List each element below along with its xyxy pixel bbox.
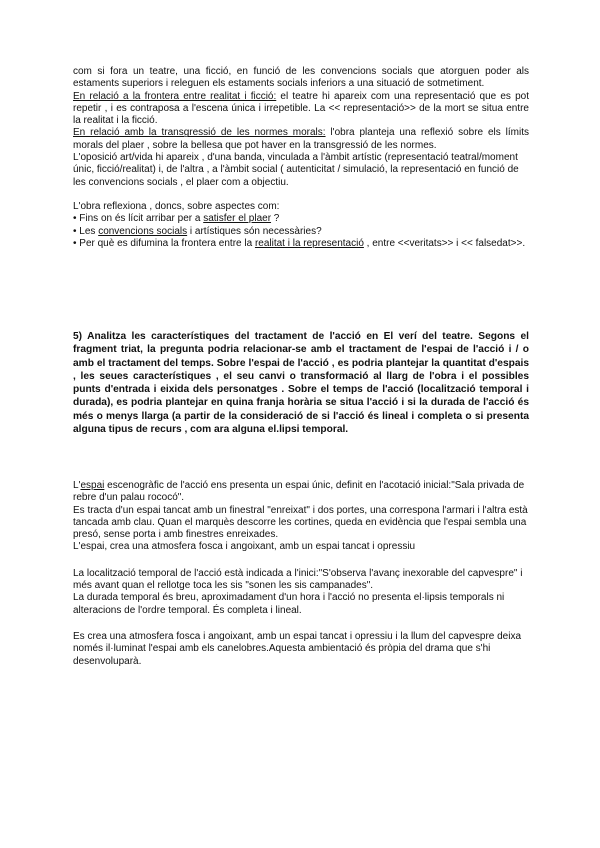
bullet-item bbox=[73, 238, 529, 250]
bullet-item bbox=[73, 213, 529, 225]
answer-paragraph-atmosphere: Es crea una atmosfera fosca i angoixant, amb un espai tancat i opressiu i la llum del capvespre deixa només il·luminat l'espai amb els canelobres.Aquesta ambientació és pròpia del drama que s'hi desenvoluparà. bbox=[73, 630, 522, 667]
moral-paragraph bbox=[73, 127, 529, 152]
bullet-text: ? bbox=[271, 213, 280, 225]
moral-label: En relació amb la transgressió de les normes morals: bbox=[73, 127, 326, 139]
bullet-text: i artístiques són necessàries? bbox=[187, 225, 322, 237]
frontier-label: En relació a la frontera entre realitat i ficció: bbox=[73, 90, 277, 102]
bullet-item bbox=[73, 226, 529, 238]
answer-paragraph: L'espai, crea una atmosfera fosca i angoixant, amb un espai tancat i opressiu bbox=[73, 541, 416, 553]
answer-paragraph: Es tracta d'un espai tancat amb un finestral "enreixat" i dos portes, una correspona l'armari i l'altra està tancada amb clau. Quan el marquès descorre les cortines, queda en evidència que l'espai sembla una presó, sense porta i amb finestres enreixades. bbox=[73, 504, 528, 541]
bullet-text: • Per què es difumina la frontera entre la bbox=[73, 237, 255, 249]
bullet-text: , entre <<veritats>> i << falsedat>>. bbox=[363, 237, 526, 249]
question-text: 5) Analitza les característiques del tractament de l'acció en El verí del teatre. Segons el fragment triat, la pregunta podria relacionar-se amb el tractament de l'espai de l'acció i / o amb el tractament del temps. Sobre l'espai de l'acció , es podria plantejar la quantitat d'espais , les seues característiques , el seu canvi o transformació al llarg de l'obra i el possibles punts d'entrada i eixida dels personatges . Sobre el temps de l'acció (localització temporal i durada), es podria plantejar en quina franja horària se situa l'acció i si la durada de l'acció és més o menys llarga (a partir de la consideració de si l'acció és lineal i completa o si presenta alguna tipus de recurs , com ara alguna el.lipsi temporal. bbox=[73, 331, 529, 436]
top-section bbox=[73, 66, 529, 250]
answer-underlined: espai bbox=[80, 480, 105, 491]
answer-text: L' bbox=[73, 480, 81, 491]
reflects-line: L'obra reflexiona , doncs, sobre aspectes com: bbox=[73, 200, 280, 212]
answer-paragraph: La durada temporal és breu, aproximadament d'un hora i l'acció no presenta el·lipsis temporals ni alteracions de l'ordre temporal. És completa i lineal. bbox=[73, 592, 505, 616]
bullet-text: • Les bbox=[73, 225, 99, 237]
frontier-paragraph bbox=[73, 91, 529, 128]
answer-section bbox=[73, 480, 529, 668]
answer-paragraph-time: La localització temporal de l'acció està indicada a l'inici:"S'observa l'avanç inexorable del capvespre" i més avant quan el rellotge toca les sis "sonen les sis campanades". bbox=[73, 567, 523, 592]
question-section bbox=[73, 330, 529, 436]
answer-text: escenogràfic de l'acció ens presenta un espai únic, definit en l'acotació inicial:"Sala privada de rebre d'un palau rococó". bbox=[73, 480, 525, 504]
bullet-text: • Fins on és lícit arribar per a bbox=[73, 213, 204, 225]
moral-text: l'obra planteja una reflexió sobre els límits morals del plaer , sobre la bellesa que pot haver en la transgressió de les normes. bbox=[73, 127, 529, 151]
bullet-underlined: convencions socials bbox=[98, 225, 188, 237]
bullet-underlined: realitat i la representació bbox=[254, 237, 364, 249]
answer-paragraph-space bbox=[73, 480, 529, 505]
opposition-paragraph: L'oposició art/vida hi apareix , d'una banda, vinculada a l'àmbit artístic (representació teatral/moment únic, ficció/realitat) i, de l'altra , a l'àmbit social ( autenticitat / simulació, la representació en funció de les convencions socials , el plaer com a objectiu. bbox=[73, 152, 519, 188]
intro-paragraph: com si fora un teatre, una ficció, en funció de les convencions socials que atorguen poder als estaments superiors i releguen els estaments socials inferiors a una situació de sotmetiment. bbox=[73, 66, 529, 90]
bullet-underlined: satisfer el plaer bbox=[203, 213, 272, 225]
frontier-text: el teatre hi apareix com una representació que es pot repetir , i es contraposa a l'escena única i irrepetible. La << representació>> de la mort se situa entre la realitat i la ficció. bbox=[73, 90, 529, 127]
